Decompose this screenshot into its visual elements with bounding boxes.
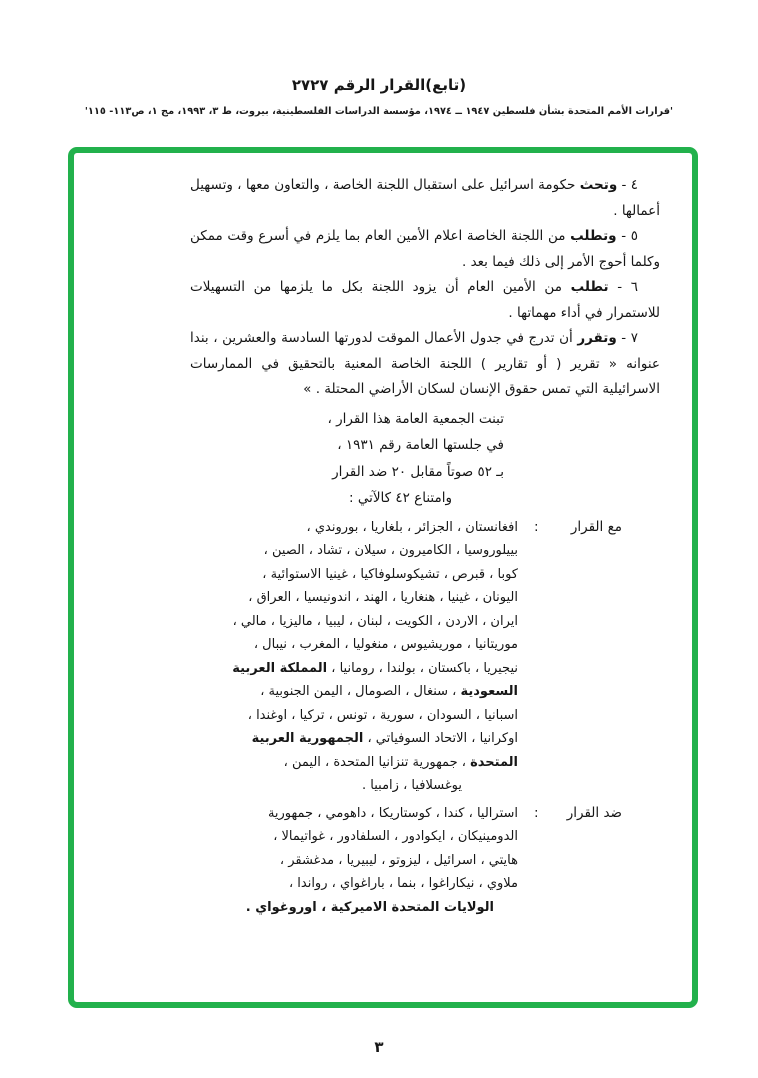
paragraph-number: ٤ - [617,177,638,193]
vote-with-label-colon: : [534,518,539,535]
adoption-line: وامتناع ٤٢ كالآتي : [348,490,452,506]
vote-line: ايران ، الاردن ، الكويت ، لبنان ، ليبيا ، ماليزيا ، مالي ، [232,613,518,629]
vote-against-section [94,802,622,920]
vote-line: بييلوروسيا ، الكاميرون ، سيلان ، تشاد ، الصين ، [263,543,518,558]
paragraph-text: أن تدرج في جدول الأعمال الموقت لدورتها السادسة والعشرين ، بندا عنوانه « تقرير ( أو تقارير ) اللجنة الخاصة المعنية بالتحقيق في الممارسات الاسرائيلية التي تمس حقوق الإنسان لسكان الأراضي المحتلة . » [190,330,660,397]
vote-line: هايتي ، اسرائيل ، ليزوتو ، ليبيريا ، مدغشقر ، [279,852,518,868]
paragraph-number: ٦ - [608,279,638,295]
vote-line: اليونان ، غينيا ، هنغاريا ، الهند ، اندونيسيا ، العراق ، [248,590,518,605]
paragraph-text: حكومة اسرائيل على استقبال اللجنة الخاصة ، والتعاون معها ، وتسهيل أعمالها . [190,177,660,219]
vote-line: ملاوي ، نيكاراغوا ، بنما ، باراغواي ، رواندا ، [288,876,518,891]
resolution-border-box [68,147,698,1008]
vote-line: المتحدة ، جمهورية تنزانيا المتحدة ، اليمن ، [283,754,518,770]
paragraph-7 [190,326,660,403]
paragraph-4 [190,173,660,224]
adoption-statement [94,406,504,512]
paragraph-text: من اللجنة الخاصة اعلام الأمين العام بما يلزم في أسرع وقت ممكن وكلما أحوج الأمر إلى ذلك فيما بعد . [190,228,660,270]
page-number: ٣ [374,1038,384,1056]
paragraph-number: ٧ - [616,330,638,346]
vote-line: يوغسلافيا ، زامبيا . [362,778,462,793]
vote-line: الدومينيكان ، ايكوادور ، السلفادور ، غواتيمالا ، [273,829,518,844]
paragraph-5 [190,224,660,275]
vote-line: الولايات المتحدة الاميركية ، اوروغواي . [245,899,494,915]
vote-against-countries [178,802,518,920]
adoption-line: تبنت الجمعية العامة هذا القرار ، [327,410,504,427]
vote-line: افغانستان ، الجزائر ، بلغاريا ، بوروندي ، [306,519,518,535]
vote-line: اسبانيا ، السودان ، سورية ، تونس ، تركيا ، اوغندا ، [247,707,518,723]
paragraph-keyword: وتحث [579,177,618,193]
paragraph-number: ٥ - [616,228,638,244]
paragraph-keyword: وتقرر [577,330,617,346]
vote-against-label-text: ضد القرار [566,804,622,821]
vote-against-label [534,802,622,826]
vote-line: نيجيريا ، باكستان ، بولندا ، رومانيا ، المملكة العربية [232,660,518,676]
vote-line: استراليا ، كندا ، كوستاريكا ، داهومي ، جمهورية [267,805,518,821]
vote-line: اوكرانيا ، الاتحاد السوفياتي ، الجمهورية العربية [251,731,518,746]
vote-line: كوبا ، قبرص ، تشيكوسلوفاكيا ، غينيا الاستوائية ، [262,566,518,582]
vote-with-section [94,516,622,798]
resolution-paragraphs [190,173,660,403]
vote-against-label-colon: : [534,804,539,821]
adoption-line: في جلستها العامة رقم ١٩٣١ ، [337,437,504,453]
paragraph-text: من الأمين العام أن يزود اللجنة بكل ما يلزمها من التسهيلات للاستمرار في أداء مهماتها . [190,279,660,321]
paragraph-keyword: تطلب [570,279,609,295]
adoption-line: بـ ٥٢ صوتاً مقابل ٢٠ ضد القرار [332,463,504,480]
vote-with-label [534,516,622,540]
vote-line: موريتانيا ، موريشيوس ، منغوليا ، المغرب ، نيبال ، [253,637,518,652]
vote-with-label-text: مع القرار [570,518,622,535]
paragraph-6 [190,275,660,326]
page-title: (تابع)القرار الرقم ٢٧٢٧ [291,76,467,94]
vote-with-countries [178,516,518,798]
paragraph-keyword: وتطلب [570,228,617,244]
source-citation: 'قرارات الأمم المتحدة بشأن فلسطين ١٩٤٧ ــ ١٩٧٤، مؤسسة الدراسات الفلسطينية، بيروت، ط ٣، ١٩٩٣، مج ١، ص١١٣- ١١٥' [84,106,674,117]
vote-line: السعودية ، سنغال ، الصومال ، اليمن الجنوبية ، [260,684,518,699]
